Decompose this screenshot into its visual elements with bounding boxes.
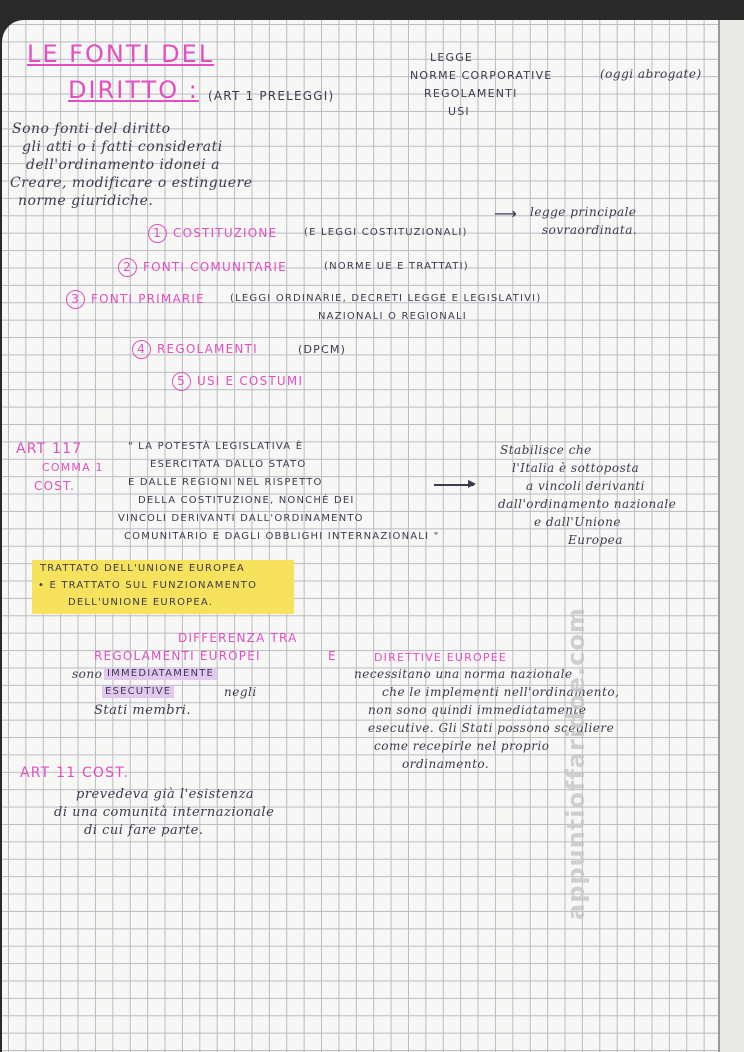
direttive-title: DIRETTIVE EUROPEE: [374, 651, 508, 664]
source-note: (E LEGGI COSTITUZIONALI): [304, 227, 468, 238]
art117-heading: ART 117: [16, 441, 83, 457]
definition-line: Sono fonti del diritto: [12, 121, 171, 137]
trattati-line: DELL'UNIONE EUROPEA.: [68, 597, 214, 608]
source-name: REGOLAMENTI: [157, 342, 258, 356]
arrow-head-icon: ▸: [468, 473, 477, 492]
regolamenti-text: negli: [224, 685, 257, 699]
notebook-edge: [718, 20, 744, 1052]
list-item-note: (oggi abrogate): [600, 67, 702, 81]
source-note: (LEGGI ORDINARIE, DECRETI LEGGE E LEGISLATIVI): [230, 293, 542, 304]
costituzione-note: legge principale: [530, 205, 637, 219]
art117-meaning-line: l'Italia è sottoposta: [512, 461, 640, 475]
title-reference: (ART 1 PRELEGGI): [208, 89, 335, 103]
number-circle: 3: [66, 290, 85, 309]
source-note: (DPCM): [298, 343, 347, 356]
list-item-norme: NORME CORPORATIVE: [410, 69, 553, 82]
list-item-legge: LEGGE: [430, 51, 474, 64]
number-circle: 1: [148, 224, 167, 243]
art117-heading: COST.: [34, 479, 76, 493]
definition-line: dell'ordinamento idonei a: [26, 157, 221, 173]
differenza-heading: DIFFERENZA TRA: [178, 631, 298, 645]
art117-meaning-line: a vincoli derivanti: [526, 479, 645, 493]
art117-quote-line: E DALLE REGIONI NEL RISPETTO: [128, 477, 323, 488]
trattati-line: TRATTATO DELL'UNIONE EUROPEA: [40, 563, 245, 574]
art117-meaning-line: Europea: [568, 533, 623, 547]
source-item-3: [66, 290, 205, 309]
page-title-line1: LE FONTI DEL: [27, 40, 215, 68]
source-item-2: [118, 258, 287, 277]
art117-quote-line: DELLA COSTITUZIONE, NONCHÉ DEI: [138, 495, 355, 506]
regolamenti-text: Stati membri.: [94, 703, 192, 718]
art11-text: di una comunità internazionale: [54, 805, 275, 820]
source-item-5: [172, 372, 303, 391]
direttive-text: ordinamento.: [402, 757, 490, 771]
regolamenti-text: sono: [72, 667, 103, 681]
list-item-usi: USI: [448, 105, 470, 118]
source-note: (NORME UE E TRATTATI): [324, 261, 469, 272]
source-note-2: NAZIONALI O REGIONALI: [318, 311, 467, 322]
art117-meaning-line: dall'ordinamento nazionale: [498, 497, 677, 511]
number-circle: 2: [118, 258, 137, 277]
source-name: FONTI COMUNITARIE: [143, 260, 287, 274]
trattati-line: • E TRATTATO SUL FUNZIONAMENTO: [38, 580, 258, 591]
art11-text: prevedeva già l'esistenza: [76, 787, 255, 802]
art117-quote-line: COMUNITARIO E DAGLI OBBLIGHI INTERNAZIONALI ": [124, 531, 440, 542]
notebook-page: [2, 20, 718, 1052]
regolamenti-text-highlight: ESECUTIVE: [102, 686, 174, 698]
direttive-text: non sono quindi immediatamente: [368, 703, 587, 717]
list-item-regolamenti: REGOLAMENTI: [424, 87, 518, 100]
source-name: COSTITUZIONE: [173, 226, 278, 240]
regolamenti-text-highlight: IMMEDIATAMENTE: [104, 668, 217, 680]
art117-quote-line: " LA POTESTÀ LEGISLATIVA È: [128, 441, 304, 452]
art11-heading: ART 11 COST.: [20, 765, 129, 781]
regolamenti-title: REGOLAMENTI EUROPEI: [94, 649, 261, 663]
number-circle: 5: [172, 372, 191, 391]
arrow-icon: ⟶: [494, 204, 518, 223]
direttive-text: necessitano una norma nazionale: [354, 667, 573, 681]
source-name: USI E COSTUMI: [197, 374, 304, 388]
art117-quote-line: VINCOLI DERIVANTI DALL'ORDINAMENTO: [118, 513, 364, 524]
source-item-4: [132, 340, 258, 359]
art117-quote-line: ESERCITATA DALLO STATO: [150, 459, 307, 470]
definition-line: Creare, modificare o estinguere: [10, 175, 253, 191]
definition-line: norme giuridiche.: [18, 193, 154, 209]
direttive-text: che le implementi nell'ordinamento,: [382, 685, 620, 699]
number-circle: 4: [132, 340, 151, 359]
costituzione-note: sovraordinata.: [542, 223, 638, 237]
source-item-1: [148, 224, 277, 243]
art11-text: di cui fare parte.: [84, 823, 204, 838]
definition-line: gli atti o i fatti considerati: [22, 139, 223, 155]
source-name: FONTI PRIMARIE: [91, 292, 205, 306]
art117-meaning-line: e dall'Unione: [534, 515, 621, 529]
direttive-text: esecutive. Gli Stati possono scegliere: [368, 721, 615, 735]
differenza-connector: E: [328, 649, 337, 663]
direttive-text: come recepirle nel proprio: [374, 739, 550, 753]
art117-heading: COMMA 1: [42, 461, 104, 474]
watermark: appuntioffaridoe.com: [562, 607, 590, 920]
page-title-line2: DIRITTO :: [68, 76, 199, 104]
art117-meaning-line: Stabilisce che: [500, 443, 592, 457]
